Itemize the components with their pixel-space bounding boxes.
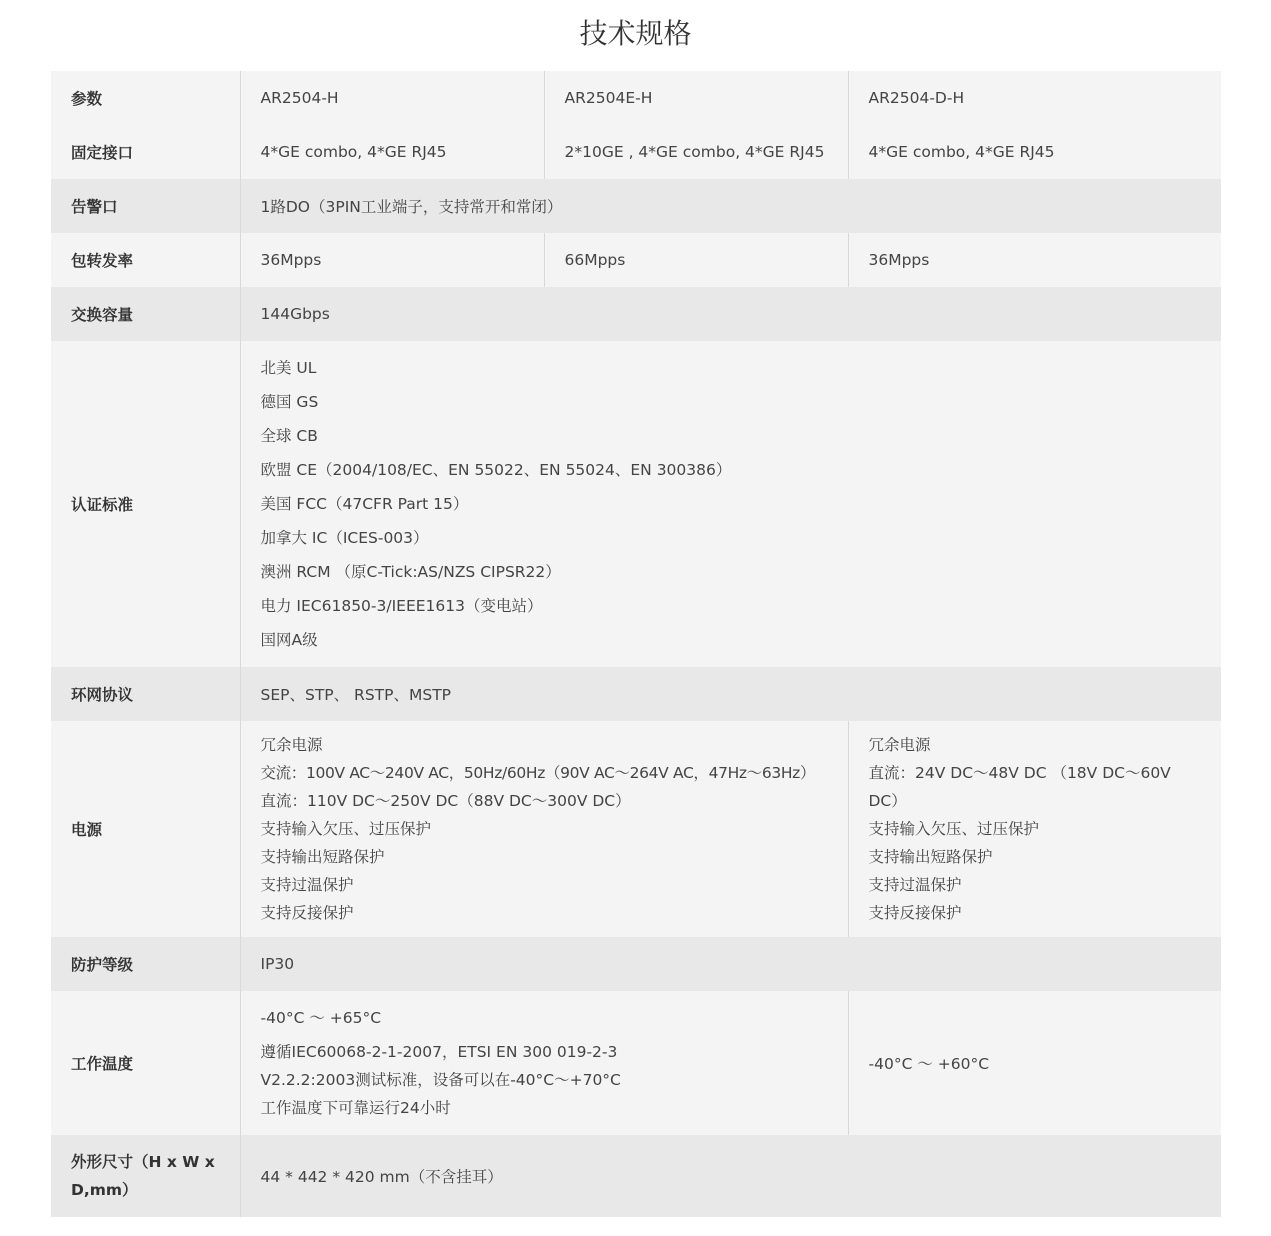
cert-line: 全球 CB <box>260 427 318 445</box>
cert-line: 德国 GS <box>260 393 319 411</box>
table-row-switching <box>51 287 1221 341</box>
power-line: 支持输入欠压、过压保护 <box>868 820 1040 838</box>
cert-line: 美国 FCC（47CFR Part 15） <box>260 495 469 513</box>
row-label-ring: 环网协议 <box>51 667 240 721</box>
row-label-dimensions: 外形尺寸（H x W x D,mm） <box>51 1135 240 1217</box>
model-ar2504-d-h: AR2504-D-H <box>848 71 1221 125</box>
row-label-temperature: 工作温度 <box>51 991 240 1135</box>
row-label-switching: 交换容量 <box>51 287 240 341</box>
cell-forwarding-1: 36Mpps <box>240 233 544 287</box>
cell-ring: SEP、STP、 RSTP、MSTP <box>240 667 1221 721</box>
table-row-protection <box>51 937 1221 991</box>
power-line: 支持反接保护 <box>260 904 354 922</box>
cell-forwarding-2: 66Mpps <box>544 233 848 287</box>
cell-fixed-ports-2: 2*10GE , 4*GE combo, 4*GE RJ45 <box>544 125 848 179</box>
cell-forwarding-3: 36Mpps <box>848 233 1221 287</box>
cell-alarm: 1路DO（3PIN工业端子，支持常开和常闭） <box>240 179 1221 233</box>
row-label-fixed-ports: 固定接口 <box>51 125 240 179</box>
model-ar2504-h: AR2504-H <box>240 71 544 125</box>
cell-protection: IP30 <box>240 937 1221 991</box>
power-line: 冗余电源 <box>868 736 931 754</box>
row-label-alarm: 告警口 <box>51 179 240 233</box>
table-row-power <box>51 721 1221 937</box>
cert-line: 国网A级 <box>260 631 318 649</box>
cell-certs <box>240 341 1221 667</box>
row-label-certs: 认证标准 <box>51 341 240 667</box>
row-label-forwarding: 包转发率 <box>51 233 240 287</box>
cert-line: 欧盟 CE（2004/108/EC、EN 55022、EN 55024、EN 300386） <box>260 461 732 479</box>
table-row-forwarding <box>51 233 1221 287</box>
table-row-fixed-ports <box>51 125 1221 179</box>
power-line: 交流：100V AC～240V AC，50Hz/60Hz（90V AC～264V AC，47Hz～63Hz） <box>260 764 816 782</box>
power-line: 支持输出短路保护 <box>260 848 385 866</box>
power-line: 直流：110V DC～250V DC（88V DC～300V DC） <box>260 792 631 810</box>
power-line: 支持过温保护 <box>260 876 354 894</box>
table-row-header <box>51 71 1221 125</box>
page-title: 技术规格 <box>579 17 692 50</box>
table-row-certs <box>51 341 1221 667</box>
model-ar2504e-h: AR2504E-H <box>544 71 848 125</box>
power-line: 支持反接保护 <box>868 904 962 922</box>
cell-temperature <box>240 991 848 1135</box>
temperature-range: -40°C ～ +65°C <box>260 1009 382 1027</box>
cell-dimensions: 44 * 442 * 420 mm（不含挂耳） <box>240 1135 1221 1217</box>
temperature-note: 遵循IEC60068-2-1-2007，ETSI EN 300 019-2-3 V2.2.2:2003测试标准，设备可以在-40°C～+70°C工作温度下可靠运行24小时 <box>260 1043 621 1117</box>
table-row-ring <box>51 667 1221 721</box>
cell-fixed-ports-3: 4*GE combo, 4*GE RJ45 <box>848 125 1221 179</box>
table-row-temperature <box>51 991 1221 1135</box>
spec-table <box>51 71 1221 1217</box>
power-line: 支持输出短路保护 <box>868 848 993 866</box>
cert-line: 加拿大 IC（ICES-003） <box>260 529 429 547</box>
cell-temperature-d: -40°C ～ +60°C <box>848 991 1221 1135</box>
row-label-power: 电源 <box>51 721 240 937</box>
table-row-alarm <box>51 179 1221 233</box>
power-line: 冗余电源 <box>260 736 323 754</box>
cert-line: 北美 UL <box>260 359 317 377</box>
row-label-param: 参数 <box>51 71 240 125</box>
cell-fixed-ports-1: 4*GE combo, 4*GE RJ45 <box>240 125 544 179</box>
row-label-protection: 防护等级 <box>51 937 240 991</box>
cell-switching: 144Gbps <box>240 287 1221 341</box>
cert-line: 电力 IEC61850-3/IEEE1613（变电站） <box>260 597 543 615</box>
cell-power-ac <box>240 721 848 937</box>
power-line: 支持输入欠压、过压保护 <box>260 820 432 838</box>
cell-power-dc <box>848 721 1221 937</box>
power-line: 直流：24V DC～48V DC （18V DC～60V DC） <box>868 764 1171 810</box>
power-line: 支持过温保护 <box>868 876 962 894</box>
cert-line: 澳洲 RCM （原C-Tick:AS/NZS CIPSR22） <box>260 563 561 581</box>
table-row-dimensions <box>51 1135 1221 1217</box>
